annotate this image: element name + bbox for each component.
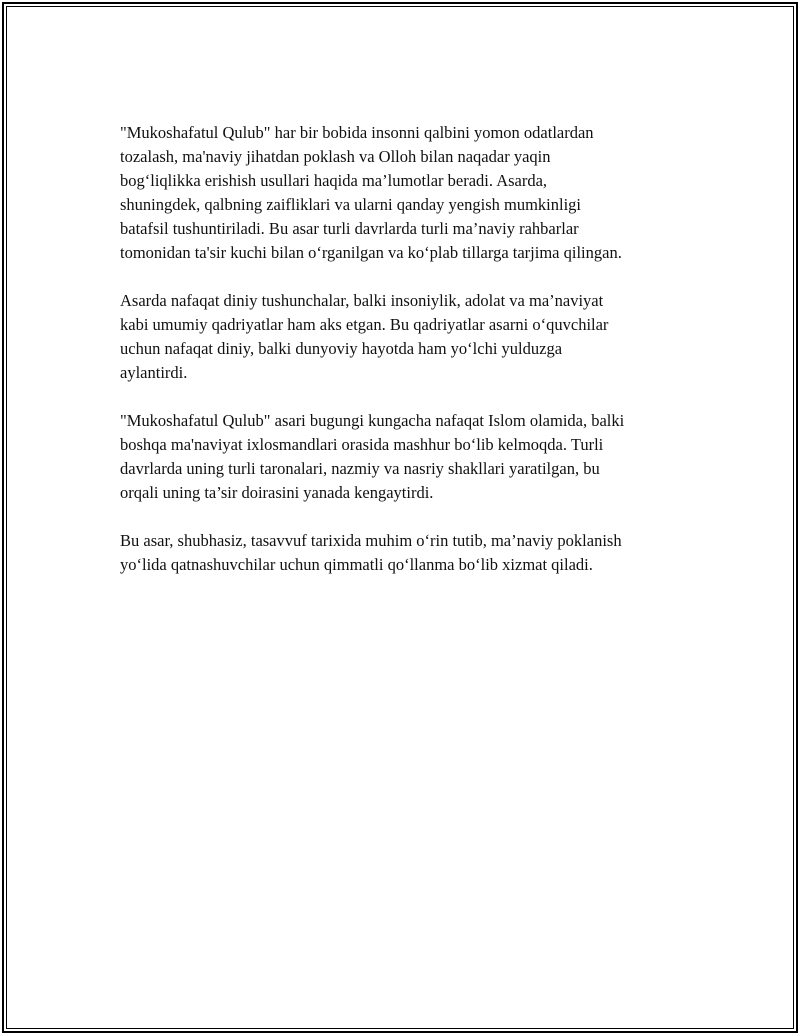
paragraph-line: davrlarda uning turli taronalari, nazmiy va nasriy shakllari yaratilgan, bu [120,459,600,478]
document-body [120,121,700,601]
paragraph-line: "Mukoshafatul Qulub" har bir bobida insonni qalbini yomon odatlardan [120,123,594,142]
paragraph-1 [120,121,700,265]
paragraph-line: Asarda nafaqat diniy tushunchalar, balki insoniylik, adolat va ma’naviyat [120,291,604,310]
paragraph-line: uchun nafaqat diniy, balki dunyoviy hayotda ham yo‘lchi yulduzga [120,339,563,358]
paragraph-line: orqali uning ta’sir doirasini yanada kengaytirdi. [120,483,434,502]
paragraph-line: bog‘liqlikka erishish usullari haqida ma’lumotlar beradi. Asarda, [120,171,548,190]
paragraph-line: yo‘lida qatnashuvchilar uchun qimmatli qo‘llanma bo‘lib xizmat qiladi. [120,555,593,574]
paragraph-line: Bu asar, shubhasiz, tasavvuf tarixida muhim o‘rin tutib, ma’naviy poklanish [120,531,622,550]
paragraph-3 [120,409,700,505]
paragraph-line: shuningdek, qalbning zaifliklari va ularni qanday yengish mumkinligi [120,195,581,214]
paragraph-line: boshqa ma'naviyat ixlosmandlari orasida mashhur bo‘lib kelmoqda. Turli [120,435,604,454]
paragraph-line: kabi umumiy qadriyatlar ham aks etgan. Bu qadriyatlar asarni o‘quvchilar [120,315,609,334]
page-frame [2,2,798,1033]
paragraph-line: batafsil tushuntiriladi. Bu asar turli davrlarda turli ma’naviy rahbarlar [120,219,579,238]
paragraph-2 [120,289,700,385]
paragraph-line: aylantirdi. [120,363,188,382]
paragraph-line: tozalash, ma'naviy jihatdan poklash va Olloh bilan naqadar yaqin [120,147,551,166]
paragraph-4 [120,529,700,577]
paragraph-line: tomonidan ta'sir kuchi bilan o‘rganilgan va ko‘plab tillarga tarjima qilingan. [120,243,622,262]
paragraph-line: "Mukoshafatul Qulub" asari bugungi kungacha nafaqat Islom olamida, balki [120,411,625,430]
